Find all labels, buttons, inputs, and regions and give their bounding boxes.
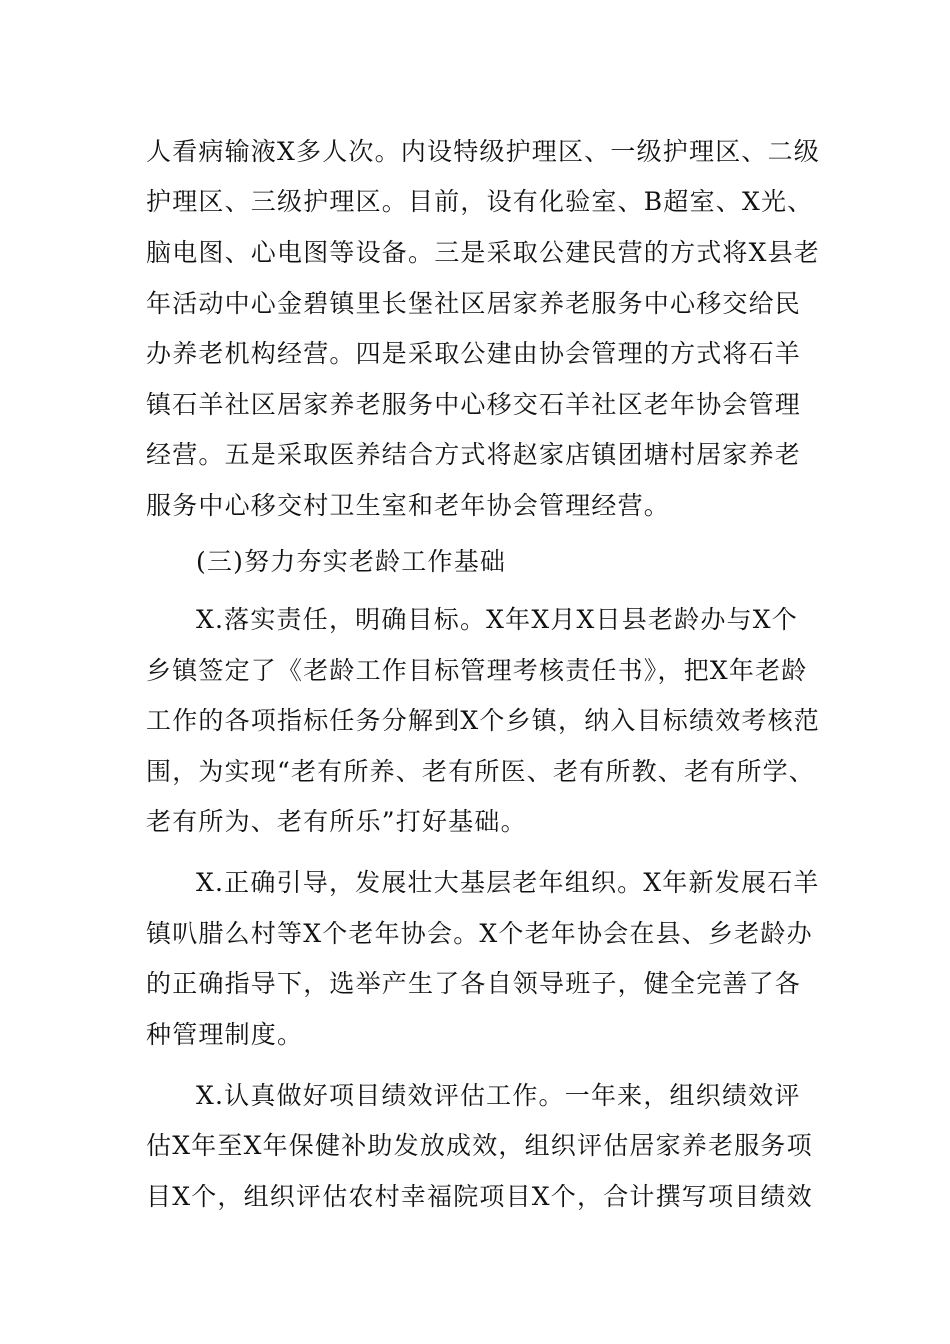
text-line: 估X年至X年保健补助发放成效，组织评估居家养老服务项 [146,1131,813,1160]
text-line: 乡镇签定了《老龄工作目标管理考核责任书》，把X年老龄 [146,656,808,685]
text-line: 镇石羊社区居家养老服务中心移交石羊社区老年协会管理 [146,390,802,419]
text-line: 护理区、三级护理区。目前，设有化验室、B超室、X光、 [146,187,814,216]
text-line: 镇叭腊么村等X个老年协会。X个老年协会在县、乡老龄办 [146,919,813,948]
paragraph-first-line: X.正确引导，发展壮大基层老年组织。X年新发展石羊 [196,868,820,897]
text-line: 人看病输液X多人次。内设特级护理区、一级护理区、二级 [146,137,821,166]
text-line: 工作的各项指标任务分解到X个乡镇，纳入目标绩效考核范 [146,706,821,735]
text-line: 办养老机构经营。四是采取公建由协会管理的方式将石羊 [146,339,802,368]
text-line: 的正确指导下，选举产生了各自领导班子，健全完善了各 [146,969,802,998]
text-line: 围，为实现“老有所养、老有所医、老有所教、老有所学、 [146,757,815,786]
section-heading: (三)努力夯实老龄工作基础 [196,547,507,576]
text-line: 经营。五是采取医养结合方式将赵家店镇团塘村居家养老 [146,440,802,469]
paragraph-first-line: X.落实责任，明确目标。X年X月X日县老龄办与X个 [196,605,798,634]
paragraph-first-line: X.认真做好项目绩效评估工作。一年来，组织绩效评 [196,1081,801,1110]
text-line: 脑电图、心电图等设备。三是采取公建民营的方式将X县老 [146,238,821,267]
text-line: 服务中心移交村卫生室和老年协会管理经营。 [146,491,671,520]
text-line: 目X个，组织评估农村幸福院项目X个，合计撰写项目绩效 [146,1182,813,1211]
text-line: 老有所为、老有所乐”打好基础。 [146,807,527,836]
text-line: 种管理制度。 [146,1020,304,1049]
text-line: 年活动中心金碧镇里长堡社区居家养老服务中心移交给民 [146,289,802,318]
